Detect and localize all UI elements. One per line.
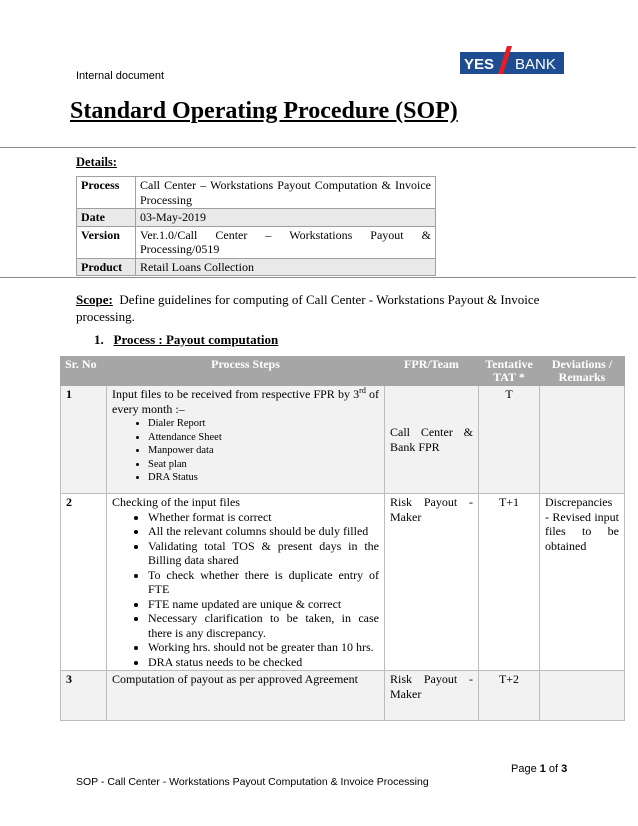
- page-prefix: Page: [511, 763, 540, 775]
- table-row: [61, 494, 625, 671]
- list-item: • Working hrs. should not be greater than 10 hrs.: [148, 640, 379, 655]
- scope-paragraph: [76, 291, 564, 325]
- list-item: • To check whether there is duplicate entry of FTE: [148, 568, 379, 597]
- row-process-step: Computation of payout as per approved Agreement: [107, 671, 385, 721]
- list-item: • FTE name updated are unique & correct: [148, 597, 379, 612]
- row-tat: T+1: [479, 494, 540, 671]
- input-files-list: [112, 417, 379, 485]
- list-item: • Validating total TOS & present days in the Billing data shared: [148, 539, 379, 568]
- details-row: [77, 209, 436, 227]
- details-heading: Details:: [76, 155, 117, 169]
- table-row: [61, 671, 625, 721]
- details-value: Retail Loans Collection: [136, 258, 436, 276]
- page-current: 1: [539, 763, 546, 775]
- row-remarks: [540, 386, 625, 494]
- list-item: • Necessary clarification to be taken, in case there is any discrepancy.: [148, 611, 379, 640]
- scope-text: Define guidelines for computing of Call Center - Workstations Payout & Invoice processing.: [76, 292, 540, 324]
- details-value: 03-May-2019: [136, 209, 436, 227]
- details-row: [77, 258, 436, 276]
- list-item: • Dialer Report: [148, 417, 379, 431]
- scope-label: Scope:: [76, 292, 113, 307]
- section-number: 1.: [94, 332, 104, 347]
- row-remarks: [540, 671, 625, 721]
- row-remarks: Discrepancies - Revised input files to be obtained: [540, 494, 625, 671]
- step-text: Input files to be received from respective FPR by 3: [112, 387, 360, 401]
- list-item: • Manpower data: [148, 444, 379, 458]
- process-table-header: [61, 357, 625, 386]
- section-title: Process : Payout computation: [113, 332, 279, 347]
- list-item: • DRA status needs to be checked: [148, 655, 379, 670]
- page-total: 3: [561, 763, 568, 775]
- list-item: • Attendance Sheet: [148, 431, 379, 445]
- page-title: Standard Operating Procedure (SOP): [70, 98, 458, 124]
- row-sr-no: 2: [61, 494, 107, 671]
- details-key: Process: [77, 177, 136, 209]
- section-heading: [94, 332, 278, 348]
- row-process-step: [107, 386, 385, 494]
- row-tat: T+2: [479, 671, 540, 721]
- header-remarks: Deviations / Remarks: [540, 357, 625, 386]
- footer-doc-title: SOP - Call Center - Workstations Payout Computation & Invoice Processing: [76, 776, 429, 788]
- internal-document-label: Internal document: [76, 70, 165, 82]
- details-value: Call Center – Workstations Payout Computation & Invoice Processing: [136, 177, 436, 209]
- row-process-step: [107, 494, 385, 671]
- header-tat: Tentative TAT *: [479, 357, 540, 386]
- header-fpr-team: FPR/Team: [385, 357, 479, 386]
- svg-text:YES: YES: [464, 56, 495, 73]
- row-team: Call Center & Bank FPR: [385, 386, 479, 494]
- step-superscript: rd: [359, 386, 366, 395]
- title-divider: [0, 147, 636, 148]
- details-table: [76, 176, 436, 276]
- details-key: Date: [77, 209, 136, 227]
- list-item: • All the relevant columns should be duly filled: [148, 524, 379, 539]
- row-team: Risk Payout - Maker: [385, 494, 479, 671]
- list-item: • Seat plan: [148, 458, 379, 472]
- step-text-cont: of every month :–: [112, 387, 379, 416]
- list-item: • Whether format is correct: [148, 510, 379, 525]
- details-row: [77, 226, 436, 258]
- details-divider: [0, 277, 636, 278]
- row-sr-no: 3: [61, 671, 107, 721]
- row-sr-no: 1: [61, 386, 107, 494]
- details-key: Version: [77, 226, 136, 258]
- header-process-steps: Process Steps: [107, 357, 385, 386]
- header-sr-no: Sr. No: [61, 357, 107, 386]
- page-number: [511, 763, 567, 775]
- step-text: Checking of the input files: [112, 495, 240, 509]
- svg-text:BANK: BANK: [515, 56, 556, 73]
- table-row: [61, 386, 625, 494]
- details-key: Product: [77, 258, 136, 276]
- process-table: [60, 356, 625, 721]
- row-team: Risk Payout - Maker: [385, 671, 479, 721]
- list-item: • DRA Status: [148, 471, 379, 485]
- row-tat: T: [479, 386, 540, 494]
- checks-list: [112, 510, 379, 670]
- details-row: [77, 177, 436, 209]
- yes-bank-logo: [460, 44, 564, 80]
- page-of: of: [545, 763, 562, 775]
- details-value: Ver.1.0/Call Center – Workstations Payout & Processing/0519: [136, 226, 436, 258]
